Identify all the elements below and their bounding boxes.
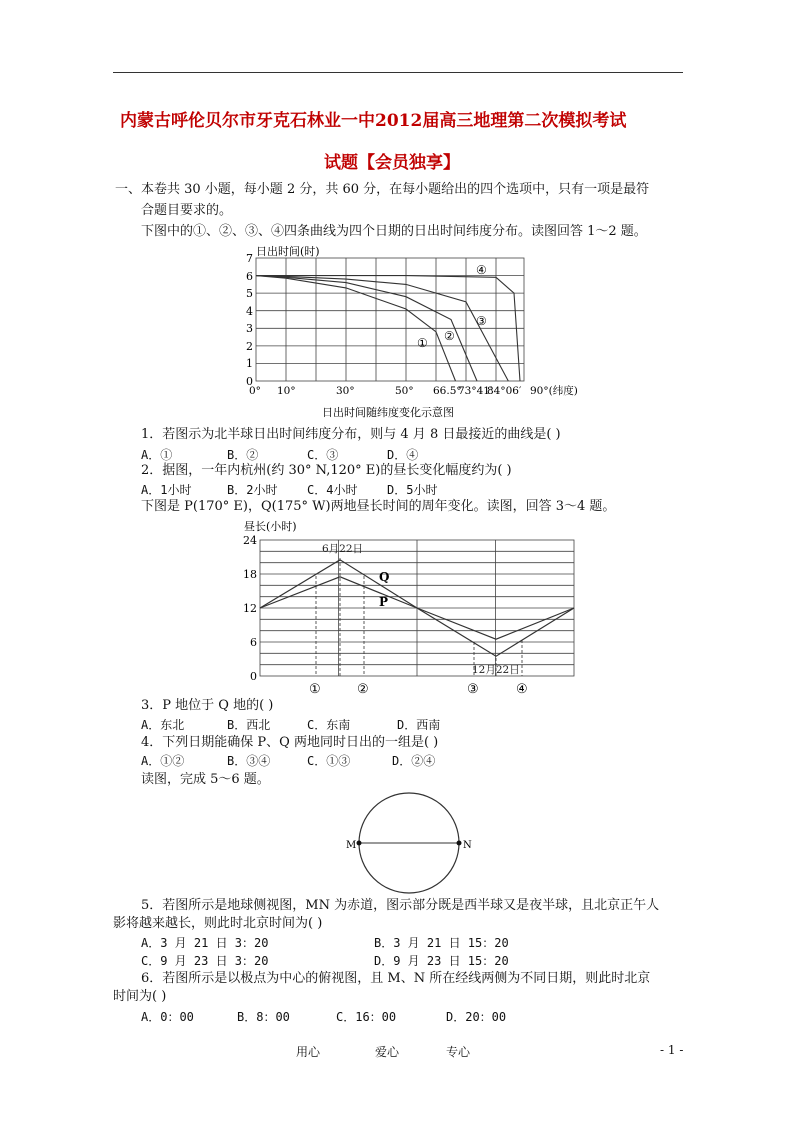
q3-stem: 3．P 地位于 Q 地的( ) (141, 698, 274, 713)
intro-q3-4: 下图是 P(170° E)，Q(175° W)两地昼长时间的周年变化。读图，回答 3～4 题。 (141, 499, 616, 514)
date-marker-4: ④ (516, 682, 528, 696)
curve-label-4: ④ (476, 263, 487, 277)
curve-label-1: ① (417, 336, 428, 350)
q3-option-b: B．西北 (227, 718, 271, 732)
page-title-line1: 内蒙古呼伦贝尔市牙克石林业一中2012届高三地理第二次模拟考试 (120, 111, 627, 131)
label-m: M (346, 840, 357, 851)
q2-option-c: C．4小时 (307, 483, 358, 497)
q6-option-d: D．20：00 (446, 1010, 507, 1024)
q2-option-a: A．1小时 (141, 483, 192, 497)
date-marker-3: ③ (467, 682, 479, 696)
chart1-xtick: 90°(纬度) (530, 385, 578, 397)
footer-item-2: 爱心 (375, 1045, 400, 1059)
q2-option-d: D．5小时 (387, 483, 438, 497)
earth-circle-diagram (340, 790, 480, 900)
chart2-ytick: 6 (250, 636, 257, 649)
chart1-ytick: 2 (246, 340, 253, 353)
q6-stem-2: 时间为( ) (113, 989, 167, 1004)
q1-option-d: D．④ (387, 448, 419, 462)
q3-option-c: C．东南 (307, 718, 351, 732)
chart1-xtick: 50° (395, 385, 414, 397)
chart1-ytick: 3 (246, 322, 253, 335)
chart1-xtick: 0° (249, 385, 261, 397)
page-number: - 1 - (660, 1043, 684, 1057)
point-m (357, 841, 362, 846)
chart1-ylabel: 日出时间(时) (256, 245, 320, 258)
q4-option-a: A．①② (141, 754, 185, 768)
section-instructions-2: 合题目要求的。 (141, 203, 233, 218)
q4-option-d: D．②④ (392, 754, 436, 768)
curve-label-2: ② (444, 329, 455, 343)
chart1-ytick: 7 (246, 252, 253, 265)
q3-option-a: A．东北 (141, 718, 185, 732)
chart1-xtick: 30° (336, 385, 355, 397)
chart1-xtick: 84°06′ (487, 385, 522, 397)
q4-option-c: C．①③ (307, 754, 351, 768)
chart1-ytick: 6 (246, 270, 253, 283)
q2-option-b: B．2小时 (227, 483, 278, 497)
chart1-ytick: 5 (246, 287, 253, 300)
series-label-q: Q (379, 570, 390, 584)
q6-option-b: B．8：00 (237, 1010, 290, 1024)
chart2-date-december: 12月22日 (472, 664, 520, 676)
q6-stem-1: 6．若图所示是以极点为中心的俯视图，且 M、N 所在经线两侧为不同日期，则此时北京 (141, 971, 651, 986)
daylength-chart (240, 518, 585, 696)
footer-item-1: 用心 (296, 1045, 321, 1059)
point-n (457, 841, 462, 846)
q1-option-b: B．② (227, 448, 259, 462)
section-instructions-1: 一、本卷共 30 小题，每小题 2 分，共 60 分，在每小题给出的四个选项中，只有一项是最符 (115, 182, 650, 197)
q4-stem: 4．下列日期能确保 P、Q 两地同时日出的一组是( ) (141, 735, 439, 750)
q2-stem: 2．据图，一年内杭州(约 30° N,120° E)的昼长变化幅度约为( ) (141, 463, 512, 478)
date-marker-1: ① (309, 682, 321, 696)
chart2-dashed-guides (316, 558, 522, 676)
chart1-xtick: 73°41′ (458, 385, 493, 397)
q6-option-c: C．16：00 (336, 1010, 397, 1024)
chart2-ytick: 18 (243, 568, 257, 581)
header-rule (113, 72, 683, 73)
q4-option-b: B．③④ (227, 754, 271, 768)
chart1-ytick: 0 (246, 375, 253, 388)
chart1-ytick: 1 (246, 357, 253, 370)
chart2-ytick: 24 (243, 534, 257, 547)
q5-option-b: B．3 月 21 日 15：20 (374, 936, 509, 950)
q5-option-a: A．3 月 21 日 3：20 (141, 936, 269, 950)
chart1-xtick: 66.5° (433, 385, 462, 397)
curve-label-3: ③ (476, 314, 487, 328)
chart1-xtick: 10° (277, 385, 296, 397)
q6-option-a: A．0：00 (141, 1010, 194, 1024)
chart2-date-june: 6月22日 (322, 543, 364, 555)
footer-item-3: 专心 (446, 1045, 471, 1059)
chart2-ylabel: 昼长(小时) (244, 520, 297, 533)
chart1-caption: 日出时间随纬度变化示意图 (322, 406, 454, 419)
q1-option-a: A．① (141, 448, 173, 462)
q3-option-d: D．西南 (397, 718, 441, 732)
q1-stem: 1．若图示为北半球日出时间纬度分布，则与 4 月 8 日最接近的曲线是( ) (141, 427, 561, 442)
q5-option-c: C．9 月 23 日 3：20 (141, 954, 269, 968)
page-title-line2: 试题【会员独享】 (324, 153, 460, 173)
q5-stem-1: 5．若图所示是地球侧视图，MN 为赤道，图示部分既是西半球又是夜半球，且北京正午人 (141, 898, 660, 913)
q1-option-c: C．③ (307, 448, 339, 462)
date-marker-2: ② (357, 682, 369, 696)
intro-q5-6: 读图，完成 5～6 题。 (141, 772, 270, 787)
sunrise-latitude-chart (240, 243, 585, 423)
q5-stem-2: 影将越来越长，则此时北京时间为( ) (113, 916, 323, 931)
label-n: N (463, 840, 472, 851)
chart2-ytick: 0 (250, 670, 257, 683)
chart1-ytick: 4 (246, 305, 253, 318)
q5-option-d: D．9 月 23 日 15：20 (374, 954, 509, 968)
series-label-p: P (379, 595, 389, 609)
chart2-ytick: 12 (243, 602, 257, 615)
intro-q1-2: 下图中的①、②、③、④四条曲线为四个日期的日出时间纬度分布。读图回答 1～2 题。 (141, 224, 647, 239)
